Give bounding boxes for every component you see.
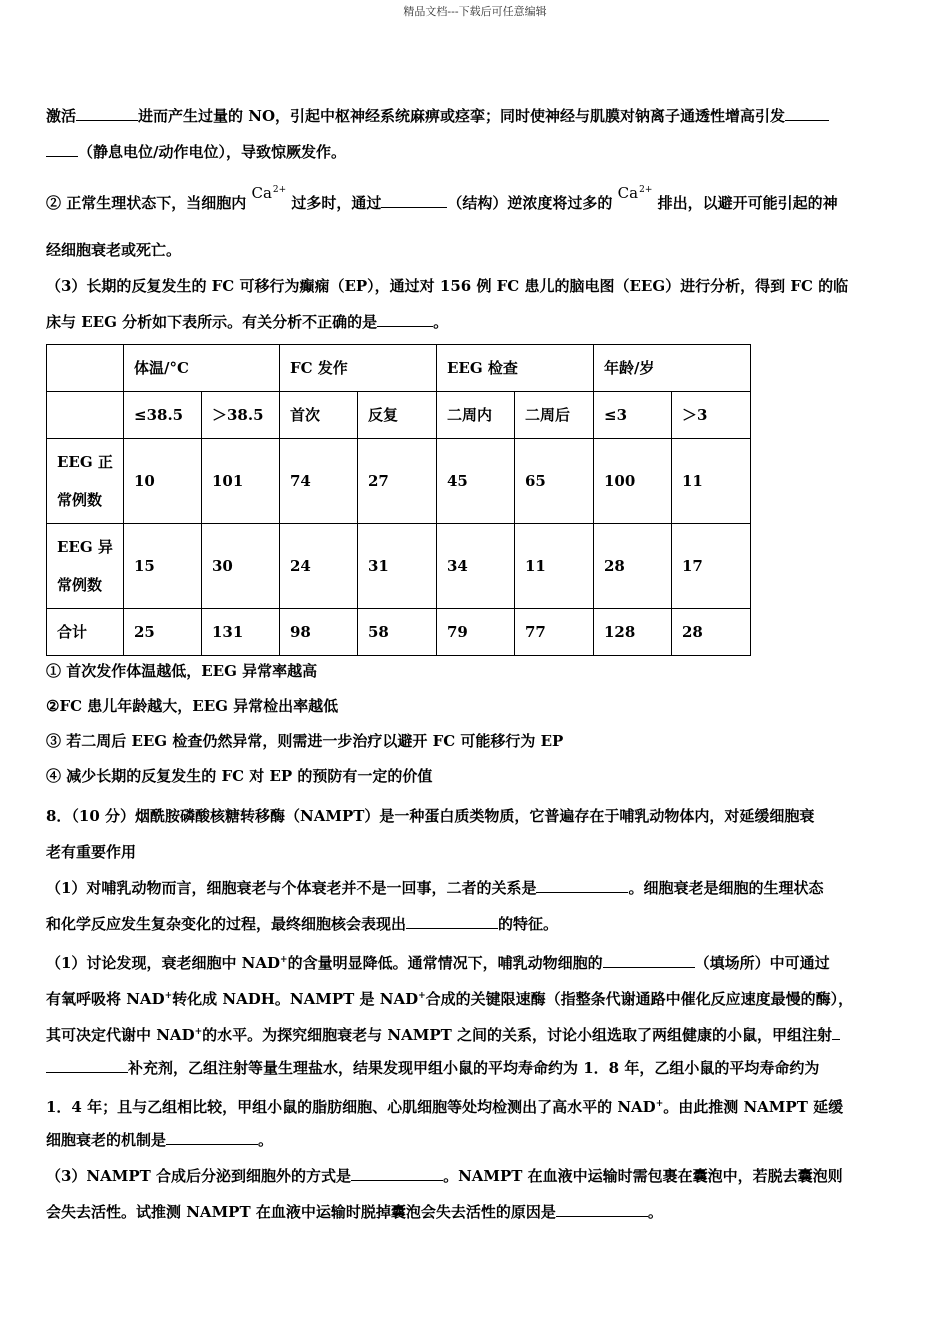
answer-blank[interactable] — [377, 310, 433, 327]
text-line: （3）长期的反复发生的 FC 可移行为癫痫（EP），通过对 156 例 FC 患儿的脑电图（EEG）进行分析，得到 FC 的临 — [46, 277, 849, 295]
text: 过多时，通过 — [291, 194, 382, 212]
eeg-table — [46, 344, 751, 656]
text: （3）NAMPT 合成后分泌到细胞外的方式是 — [46, 1167, 352, 1185]
table-cell: 74 — [280, 439, 358, 524]
table-subheader: ≤38.5 — [124, 392, 202, 439]
table-cell: 11 — [672, 439, 751, 524]
text: 会失去活性。试推测 NAMPT 在血液中运输时脱掉囊泡会失去活性的原因是 — [46, 1203, 556, 1221]
answer-blank[interactable] — [76, 104, 138, 121]
table-cell: 45 — [437, 439, 515, 524]
table-cell — [47, 345, 124, 392]
text-line — [46, 1194, 908, 1230]
text: 。 — [258, 1131, 274, 1149]
text: 。 — [647, 1203, 663, 1221]
answer-blank[interactable] — [603, 951, 695, 968]
table-cell: 58 — [358, 609, 437, 656]
text-line — [46, 1158, 908, 1194]
text-line: 有氧呼吸将 NAD+转化成 NADH。NAMPT 是 NAD+合成的关键限速酶（指整条代谢通路中催化反应速度最慢的酶）， — [46, 990, 854, 1008]
page-header: 精品文档---下载后可任意编辑 — [403, 5, 547, 18]
text-line: 老有重要作用 — [46, 843, 137, 861]
option-item: ④ 减少长期的反复发生的 FC 对 EP 的预防有一定的价值 — [46, 767, 433, 785]
table-cell: 100 — [594, 439, 672, 524]
table-subheader: 首次 — [280, 392, 358, 439]
text: （结构）逆浓度将过多的 — [447, 194, 613, 212]
text: 补充剂，乙组注射等量生理盐水，结果发现甲组小鼠的平均寿命约为 1．8 年，乙组小鼠的平均寿命约为 — [128, 1059, 820, 1077]
text: （填场所）中可通过 — [694, 954, 830, 972]
text: 细胞衰老的机制是 — [46, 1131, 167, 1149]
table-cell: 131 — [202, 609, 280, 656]
table-cell: 17 — [672, 524, 751, 609]
table-cell: 79 — [437, 609, 515, 656]
answer-blank[interactable] — [351, 1164, 443, 1181]
text-line — [46, 134, 908, 170]
table-cell: 24 — [280, 524, 358, 609]
row-label: EEG 异 常例数 — [47, 524, 124, 609]
text: （静息电位/动作电位），导致惊厥发作。 — [78, 143, 346, 161]
table-row — [47, 439, 751, 524]
table-header: FC 发作 — [280, 345, 437, 392]
table-row — [47, 524, 751, 609]
table-subheader: 反复 — [358, 392, 437, 439]
table-cell: 65 — [515, 439, 594, 524]
text: 有氧呼吸将 NAD — [46, 990, 165, 1008]
text: 进而产生过量的 NO，引起中枢神经系统麻痹或痉挛；同时使神经与肌膜对钠离子通透性增高引发 — [138, 107, 786, 125]
text-line: 经细胞衰老或死亡。 — [46, 241, 182, 259]
text: （1）对哺乳动物而言，细胞衰老与个体衰老并不是一回事，二者的关系是 — [46, 879, 537, 897]
table-cell: 30 — [202, 524, 280, 609]
option-item: ②FC 患儿年龄越大，EEG 异常检出率越低 — [46, 697, 339, 715]
row-label: 合计 — [47, 609, 124, 656]
table-cell: 10 — [124, 439, 202, 524]
text-line — [46, 304, 908, 340]
table-cell: 28 — [672, 609, 751, 656]
answer-blank[interactable] — [536, 876, 628, 893]
calcium-ion: $Ca^{2+}$ — [251, 184, 287, 202]
table-subheader: 二周内 — [437, 392, 515, 439]
text-line: 8．（10 分）烟酰胺磷酸核糖转移酶（NAMPT）是一种蛋白质类物质，它普遍存在于哺乳动物体内，对延缓细胞衰 — [46, 807, 815, 825]
row-label: EEG 正 常例数 — [47, 439, 124, 524]
text-line — [46, 98, 908, 134]
answer-blank[interactable] — [785, 104, 829, 121]
text-line: （1）讨论发现，衰老细胞中 NAD+的含量明显降低。通常情况下，哺乳动物细胞的 （填场所）中可通过 — [46, 942, 908, 978]
text-line: 其可决定代谢中 NAD+的水平。为探究细胞衰老与 NAMPT 之间的关系，讨论小组选取了两组健康的小鼠，甲组注射 — [46, 1014, 908, 1050]
text: 。NAMPT 在血液中运输时需包裹在囊泡中，若脱去囊泡则 — [443, 1167, 843, 1185]
table-cell: 128 — [594, 609, 672, 656]
table-cell: 27 — [358, 439, 437, 524]
table-cell: 77 — [515, 609, 594, 656]
table-header: 体温/°C — [124, 345, 280, 392]
table-cell: 25 — [124, 609, 202, 656]
calcium-ion: $Ca^{2+}$ — [617, 184, 653, 202]
answer-blank[interactable] — [46, 140, 78, 157]
text: 的特征。 — [498, 915, 559, 933]
table-cell: 98 — [280, 609, 358, 656]
table-cell: 28 — [594, 524, 672, 609]
text: 的水平。为探究细胞衰老与 NAMPT 之间的关系，讨论小组选取了两组健康的小鼠，甲组注射 — [202, 1026, 832, 1044]
text: 。 — [433, 313, 449, 331]
text: 床与 EEG 分析如下表所示。有关分析不正确的是 — [46, 313, 378, 331]
table-row — [47, 609, 751, 656]
table-header: 年龄/岁 — [594, 345, 751, 392]
text: 。由此推测 NAMPT 延缓 — [663, 1098, 844, 1116]
answer-blank[interactable] — [381, 191, 447, 208]
text-line — [46, 170, 908, 230]
text: 。细胞衰老是细胞的生理状态 — [628, 879, 824, 897]
table-cell — [47, 392, 124, 439]
table-cell: 11 — [515, 524, 594, 609]
answer-blank[interactable] — [166, 1128, 258, 1145]
table-subheader: 二周后 — [515, 392, 594, 439]
answer-blank[interactable] — [832, 1023, 840, 1040]
table-row — [47, 345, 751, 392]
text: ② 正常生理状态下，当细胞内 — [46, 194, 247, 212]
table-subheader: ＞3 — [672, 392, 751, 439]
text-line — [46, 870, 908, 906]
text-line — [46, 1122, 908, 1158]
text: 的含量明显降低。通常情况下，哺乳动物细胞的 — [287, 954, 603, 972]
table-cell: 101 — [202, 439, 280, 524]
text: 其可决定代谢中 NAD — [46, 1026, 195, 1044]
table-row — [47, 392, 751, 439]
text-line — [46, 1050, 908, 1086]
text: 合成的关键限速酶（指整条代谢通路中催化反应速度最慢的酶）， — [425, 990, 854, 1008]
option-item: ③ 若二周后 EEG 检查仍然异常，则需进一步治疗以避开 FC 可能移行为 EP — [46, 732, 564, 750]
text: 激活 — [46, 107, 77, 125]
document-body — [46, 98, 908, 1230]
answer-blank[interactable] — [406, 912, 498, 929]
table-subheader: ＞38.5 — [202, 392, 280, 439]
text: 排出，以避开可能引起的神 — [657, 194, 838, 212]
table-cell: 34 — [437, 524, 515, 609]
table-subheader: ≤3 — [594, 392, 672, 439]
answer-blank[interactable] — [46, 1056, 128, 1073]
text: 1．4 年；且与乙组相比较，甲组小鼠的脂肪细胞、心肌细胞等处均检测出了高水平的 NAD — [46, 1098, 656, 1116]
text: （1）讨论发现，衰老细胞中 NAD — [46, 954, 281, 972]
answer-blank[interactable] — [556, 1200, 648, 1217]
text: 和化学反应发生复杂变化的过程，最终细胞核会表现出 — [46, 915, 407, 933]
table-header: EEG 检查 — [437, 345, 594, 392]
text-line — [46, 906, 908, 942]
text-line: 1．4 年；且与乙组相比较，甲组小鼠的脂肪细胞、心肌细胞等处均检测出了高水平的 NAD+。由此推测 NAMPT 延缓 — [46, 1098, 844, 1116]
table-cell: 31 — [358, 524, 437, 609]
option-item: ① 首次发作体温越低，EEG 异常率越高 — [46, 662, 318, 680]
table-cell: 15 — [124, 524, 202, 609]
text: 转化成 NADH。NAMPT 是 NAD — [172, 990, 419, 1008]
